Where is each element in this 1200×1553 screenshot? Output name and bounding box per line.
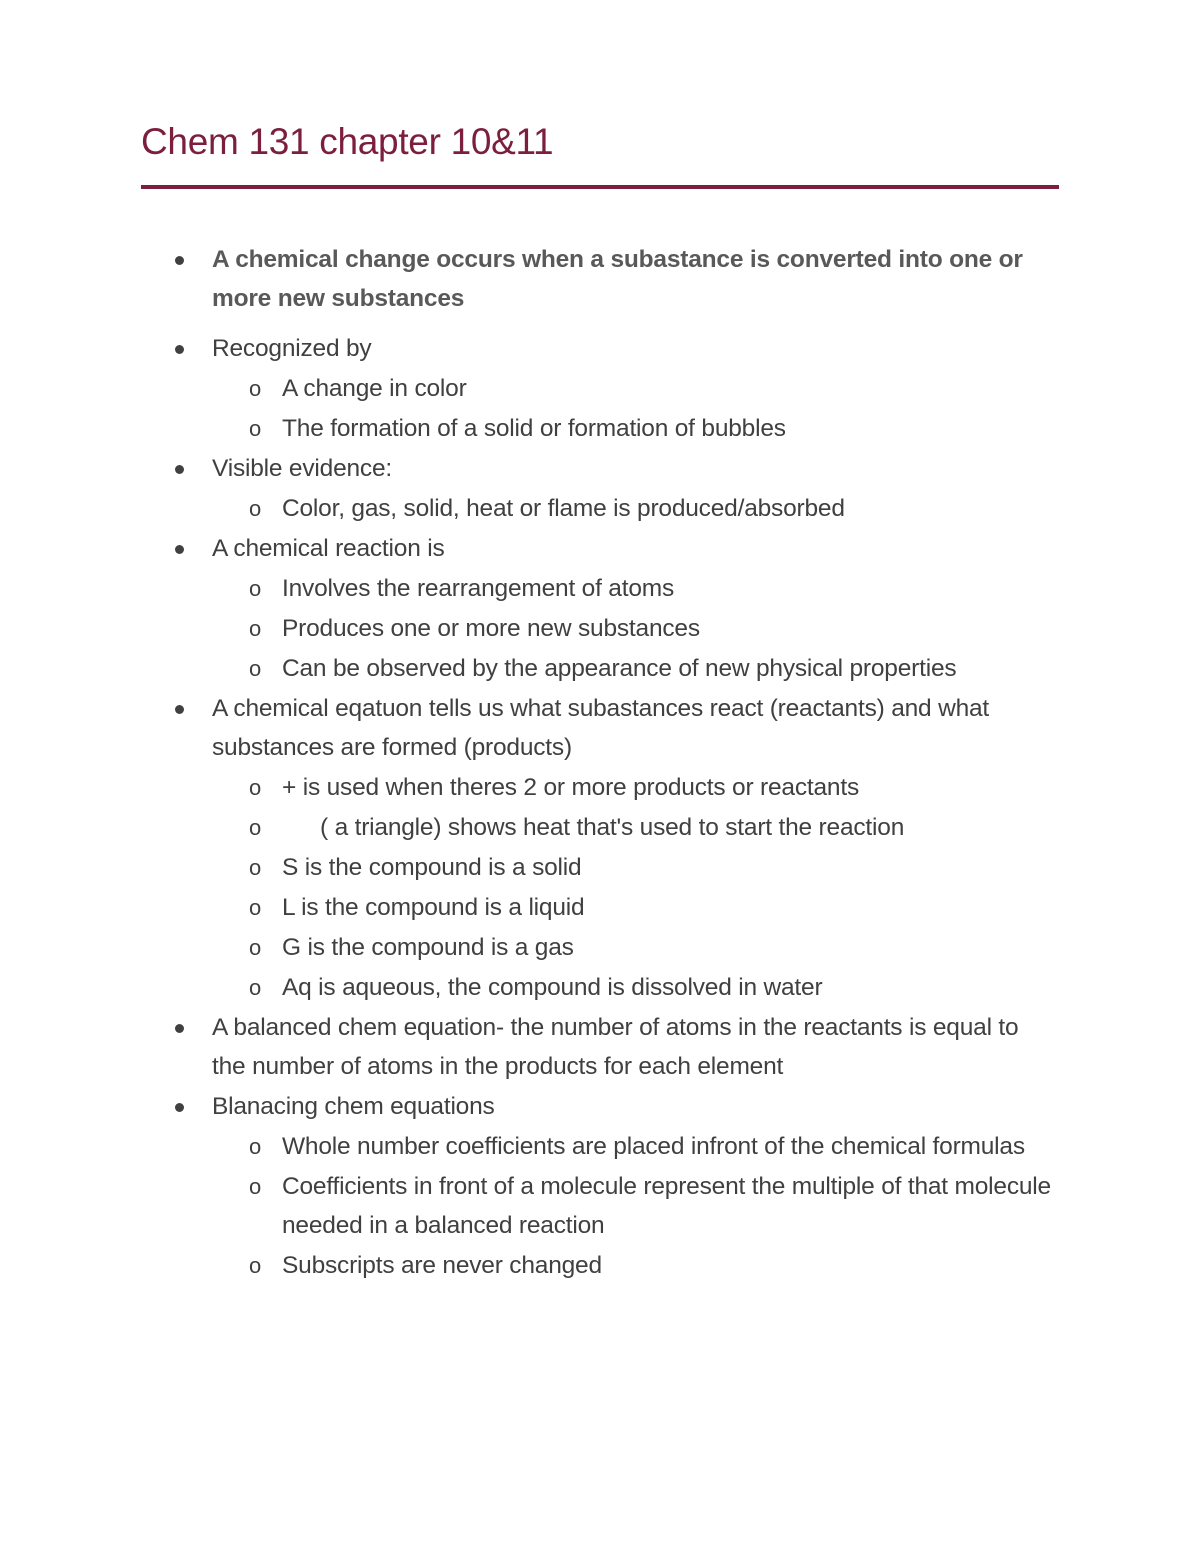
sub-list-item-text: G is the compound is a gas (282, 934, 574, 961)
circle-bullet-icon: o (249, 855, 262, 880)
circle-bullet-icon: o (249, 616, 262, 641)
sub-list-item (0, 489, 1200, 528)
list-item (0, 1008, 1200, 1086)
list-item (0, 329, 1200, 448)
circle-bullet-icon: o (249, 416, 262, 441)
sub-list-item-text: Aq is aqueous, the compound is dissolved in water (282, 974, 823, 1001)
bullet-icon (175, 345, 184, 354)
sub-list-item (0, 409, 1200, 448)
sub-list-item (0, 848, 1200, 887)
sub-list-item (0, 369, 1200, 408)
sub-list-item (0, 928, 1200, 967)
sub-list-item (0, 609, 1200, 648)
circle-bullet-icon: o (249, 775, 262, 800)
sub-list-item-text: S is the compound is a solid (282, 854, 582, 881)
sub-list (0, 569, 1200, 688)
sub-list (0, 489, 1200, 528)
sub-list-item-text: Can be observed by the appearance of new physical properties (282, 655, 957, 682)
sub-list-item-text: L is the compound is a liquid (282, 894, 585, 921)
sub-list (0, 1127, 1200, 1285)
sub-list-item (0, 649, 1200, 688)
sub-list-item-text: Subscripts are never changed (282, 1252, 602, 1279)
sub-list-item-text: A change in color (282, 375, 467, 402)
sub-list-item (0, 1127, 1200, 1166)
circle-bullet-icon: o (249, 376, 262, 401)
title-underline (141, 185, 1059, 189)
sub-list-item-text: Involves the rearrangement of atoms (282, 575, 675, 602)
circle-bullet-icon: o (249, 815, 262, 840)
list-item-text: Visible evidence: (212, 455, 393, 482)
list-item-text: Recognized by (212, 335, 372, 362)
sub-list-item-text: Color, gas, solid, heat or flame is produced/absorbed (282, 495, 845, 522)
circle-bullet-icon: o (249, 656, 262, 681)
sub-list-item-text: Produces one or more new substances (282, 615, 700, 642)
bullet-icon (175, 705, 184, 714)
circle-bullet-icon: o (249, 1134, 262, 1159)
sub-list (0, 768, 1200, 1007)
sub-list-item (0, 1246, 1200, 1285)
list-item-text: Blanacing chem equations (212, 1093, 495, 1120)
list-item (0, 240, 1200, 318)
sub-list-item (0, 968, 1200, 1007)
sub-list-item-text: The formation of a solid or formation of bubbles (282, 415, 786, 442)
sub-list-item-text: Whole number coefficients are placed infront of the chemical formulas (282, 1133, 1025, 1160)
sub-list-item (0, 888, 1200, 927)
sub-list-item (0, 808, 1200, 847)
sub-list-item-text: + is used when theres 2 or more products or reactants (282, 774, 860, 801)
notes-list (0, 240, 1200, 1285)
bullet-icon (175, 1024, 184, 1033)
sub-list-item-text: Coefficients in front of a molecule represent the multiple of that molecule needed in a balanced reaction (282, 1173, 1051, 1239)
bullet-icon (175, 256, 184, 265)
list-item (0, 449, 1200, 528)
sub-list-item-label: ( a triangle) shows heat that's used to start the reaction (320, 814, 905, 841)
bullet-icon (175, 465, 184, 474)
circle-bullet-icon: o (249, 975, 262, 1000)
circle-bullet-icon: o (249, 496, 262, 521)
sub-list-item (0, 768, 1200, 807)
sub-list (0, 369, 1200, 448)
list-item (0, 689, 1200, 1007)
circle-bullet-icon: o (249, 576, 262, 601)
circle-bullet-icon: o (249, 1174, 262, 1199)
sub-list-item (0, 1167, 1200, 1245)
bullet-icon (175, 1103, 184, 1112)
list-item (0, 529, 1200, 688)
list-item (0, 1087, 1200, 1285)
circle-bullet-icon: o (249, 935, 262, 960)
circle-bullet-icon: o (249, 1253, 262, 1278)
list-item-text: A chemical reaction is (212, 535, 445, 562)
circle-bullet-icon: o (249, 895, 262, 920)
list-item-text: A chemical change occurs when a subastance is converted into one or more new substances (212, 246, 1023, 312)
sub-list-item (0, 569, 1200, 608)
sub-list-item-text (282, 808, 1057, 847)
page-title: Chem 131 chapter 10&11 (141, 121, 554, 162)
bullet-icon (175, 545, 184, 554)
list-item-text: A balanced chem equation- the number of atoms in the reactants is equal to the number of atoms in the products for each element (212, 1014, 1019, 1080)
list-item-text: A chemical eqatuon tells us what subastances react (reactants) and what substances are formed (products) (212, 695, 990, 761)
